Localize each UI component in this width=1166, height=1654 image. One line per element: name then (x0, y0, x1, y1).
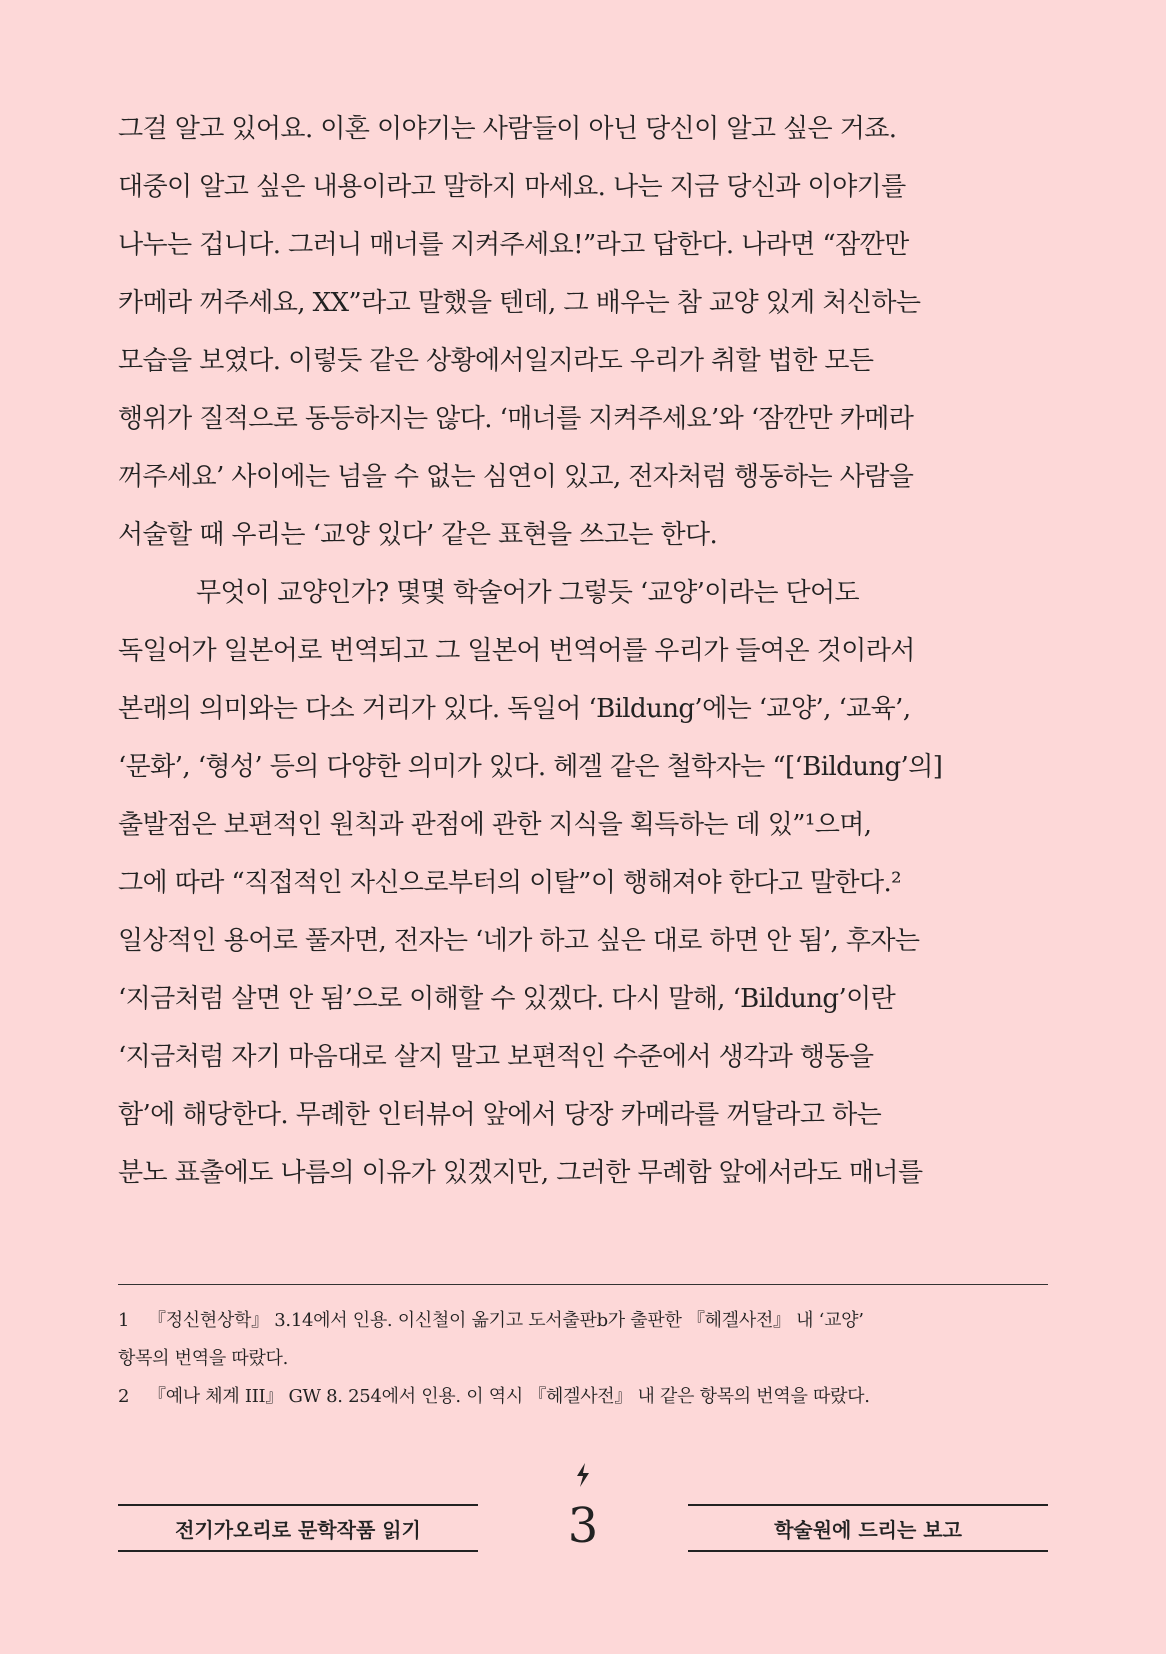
body-line: 모습을 보였다. 이렇듯 같은 상황에서일지라도 우리가 취할 법한 모든 (118, 346, 874, 376)
footnote-1-continued: 항목의 번역을 따랐다. (118, 1348, 289, 1369)
body-line: 꺼주세요’ 사이에는 넘을 수 없는 심연이 있고, 전자처럼 행동하는 사람을 (118, 462, 914, 492)
body-line: 독일어가 일본어로 번역되고 그 일본어 번역어를 우리가 들여온 것이라서 (118, 636, 915, 666)
body-line: 그걸 알고 있어요. 이혼 이야기는 사람들이 아닌 당신이 알고 싶은 거죠. (118, 114, 897, 144)
body-line: 나누는 겁니다. 그러니 매너를 지켜주세요!”라고 답한다. 나라면 “잠깐만 (118, 230, 909, 260)
footnote-divider (118, 1284, 1048, 1285)
body-line: 출발점은 보편적인 원칙과 관점에 관한 지식을 획득하는 데 있”¹으며, (118, 810, 872, 840)
body-line: ‘지금처럼 자기 마음대로 살지 말고 보편적인 수준에서 생각과 행동을 (118, 1042, 874, 1072)
footnote-2 (118, 1378, 1058, 1416)
lightning-bolt-icon (573, 1462, 593, 1488)
page-number: 3 (567, 1498, 599, 1554)
body-line: 본래의 의미와는 다소 거리가 있다. 독일어 ‘Bildung’에는 ‘교양’, ‘교육’, (118, 694, 911, 724)
footnote-text: 『예나 체계 III』 GW 8. 254에서 인용. 이 역시 『헤겔사전』 내 같은 항목의 번역을 따랐다. (148, 1386, 870, 1407)
book-title-label: 전기가오리로 문학작품 읽기 (118, 1504, 478, 1552)
body-line: 함’에 해당한다. 무례한 인터뷰어 앞에서 당장 카메라를 꺼달라고 하는 (118, 1100, 882, 1130)
body-line: ‘문화’, ‘형성’ 등의 다양한 의미가 있다. 헤겔 같은 철학자는 “[‘Bildung’의] (118, 752, 943, 782)
page-footer (118, 1462, 1048, 1572)
body-line: 일상적인 용어로 풀자면, 전자는 ‘네가 하고 싶은 대로 하면 안 됨’, 후자는 (118, 926, 920, 956)
body-line-paragraph-start: 무엇이 교양인가? 몇몇 학술어가 그렇듯 ‘교양’이라는 단어도 (196, 578, 860, 608)
body-line: 서술할 때 우리는 ‘교양 있다’ 같은 표현을 쓰고는 한다. (118, 520, 718, 550)
body-text (118, 100, 1058, 1202)
body-line: ‘지금처럼 살면 안 됨’으로 이해할 수 있겠다. 다시 말해, ‘Bildung’이란 (118, 984, 896, 1014)
chapter-title-label: 학술원에 드리는 보고 (688, 1504, 1048, 1552)
body-line: 카메라 꺼주세요, XX”라고 말했을 텐데, 그 배우는 참 교양 있게 처신하는 (118, 288, 921, 318)
footnote-text: 『정신현상학』 3.14에서 인용. 이신철이 옮기고 도서출판b가 출판한 『헤겔사전』 내 ‘교양’ (148, 1310, 864, 1331)
footnote-number: 1 (118, 1310, 130, 1331)
body-line: 행위가 질적으로 동등하지는 않다. ‘매너를 지켜주세요’와 ‘잠깐만 카메라 (118, 404, 914, 434)
body-line: 대중이 알고 싶은 내용이라고 말하지 마세요. 나는 지금 당신과 이야기를 (118, 172, 906, 202)
footnote-number: 2 (118, 1386, 130, 1407)
body-line: 그에 따라 “직접적인 자신으로부터의 이탈”이 행해져야 한다고 말한다.² (118, 868, 901, 898)
footnotes (118, 1302, 1058, 1416)
body-line: 분노 표출에도 나름의 이유가 있겠지만, 그러한 무례함 앞에서라도 매너를 (118, 1158, 923, 1188)
footnote-1 (118, 1302, 1058, 1340)
